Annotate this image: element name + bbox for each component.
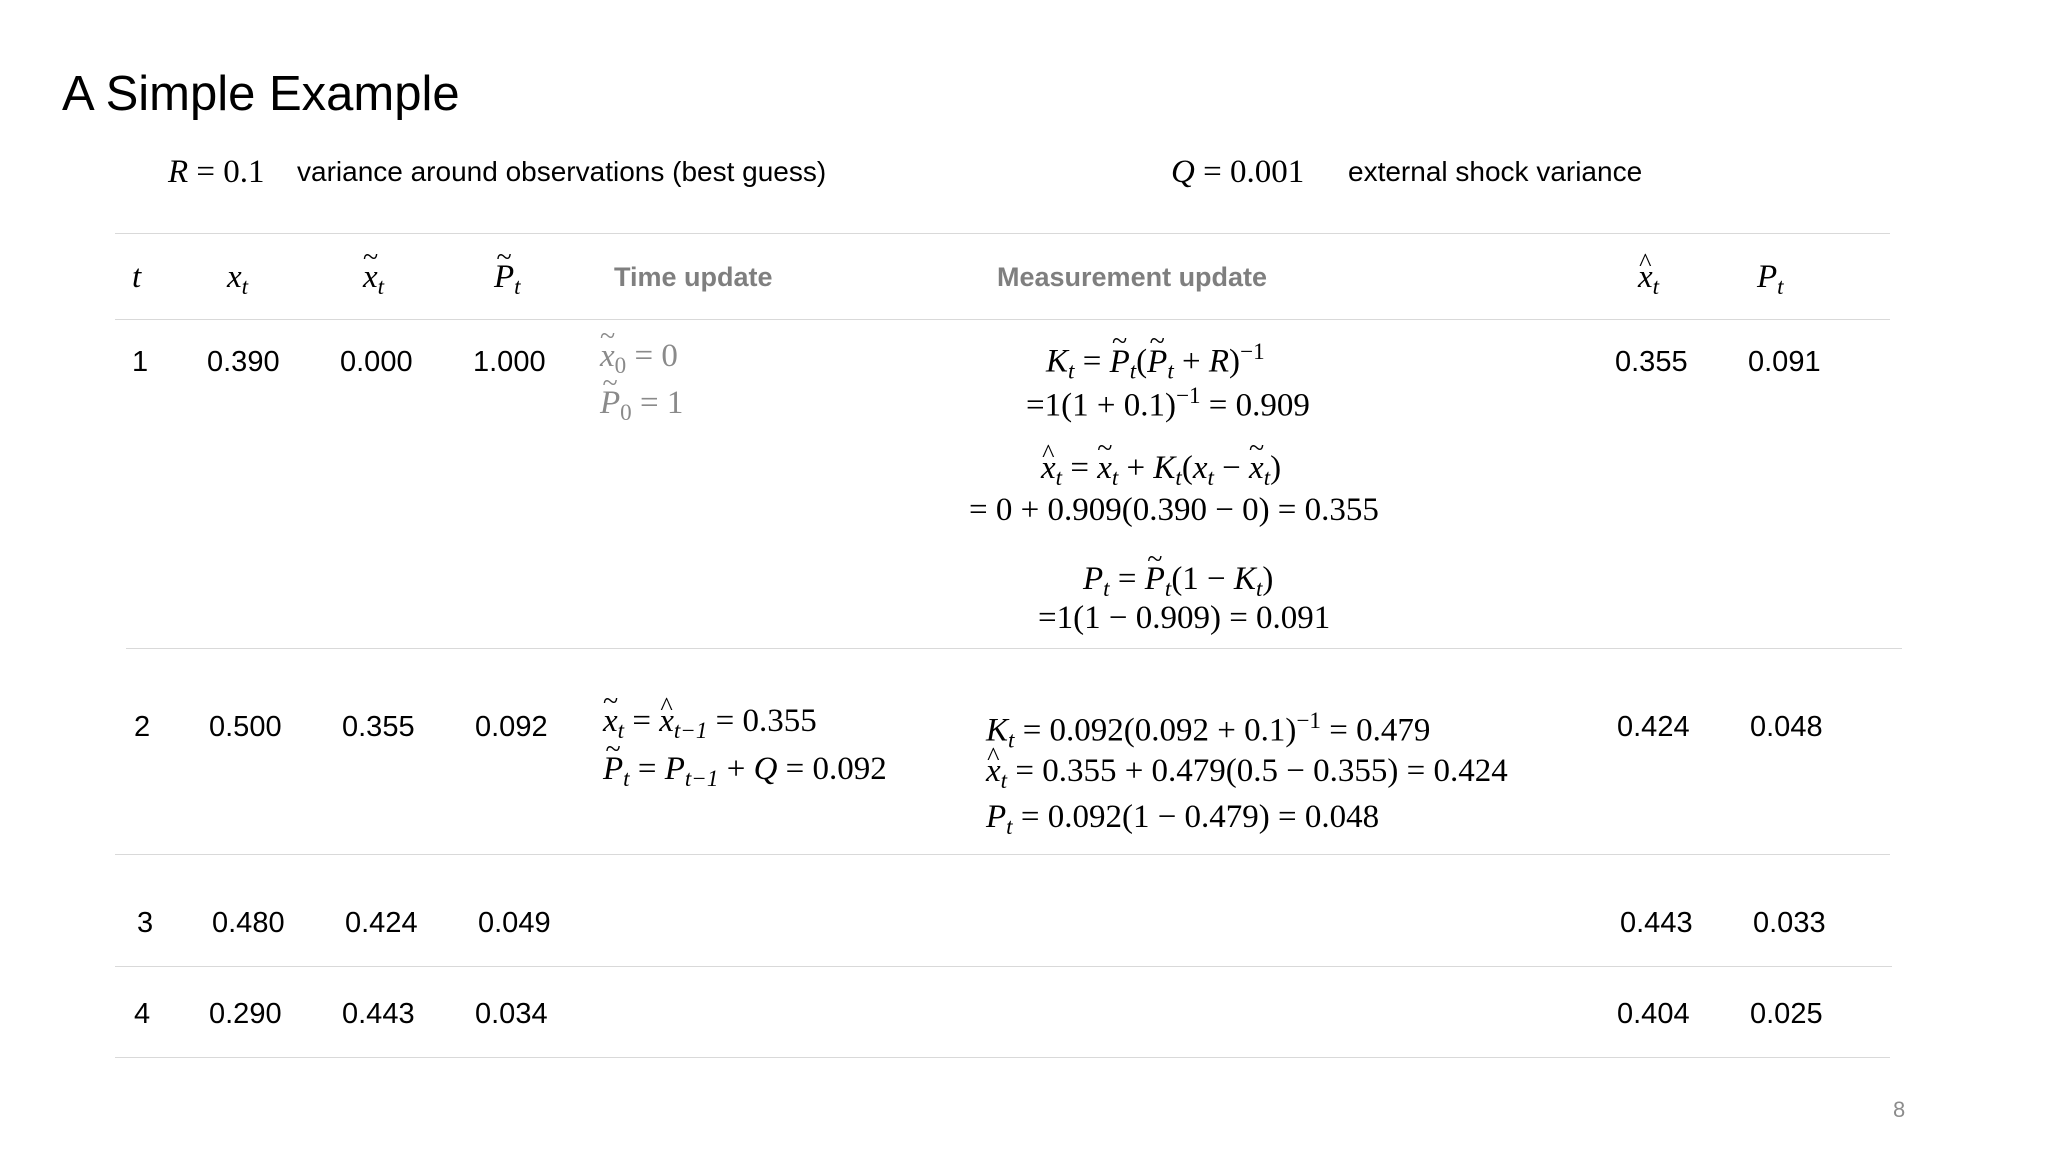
row2-ptilde: 0.092	[475, 711, 548, 743]
header-measurement-update: Measurement update	[997, 262, 1268, 292]
row2-tu-ptilde: ~ $P_t = P_{t-1} + Q = 0.092$	[603, 751, 887, 792]
header-xtilde: ~ $x_t$	[363, 259, 384, 300]
row2-p: 0.048	[1750, 711, 1823, 743]
row2-k-calc-base: = 0.092(0.092 + 0.1)	[1022, 712, 1297, 749]
row3-p: 0.033	[1753, 907, 1826, 939]
row2-rule	[115, 854, 1890, 855]
row1-t: 1	[132, 346, 149, 378]
row1-rule	[126, 648, 1902, 649]
row1-xtilde: 0.000	[340, 346, 413, 378]
row1-p-formula: $P_t$ = ~ $P_t(1 - K_t)$	[1083, 561, 1273, 602]
row2-t: 2	[134, 711, 151, 743]
row1-xhat: 0.355	[1615, 346, 1688, 378]
r-parameter: R = 0.1	[168, 154, 265, 190]
row1-tu-ptilde0: ~ $P_0 = 1$	[600, 385, 683, 426]
row2-xtilde: 0.355	[342, 711, 415, 743]
header-p: $P_t$	[1757, 259, 1784, 299]
r-description: variance around observations (best guess)	[297, 156, 827, 187]
row2-k-calc-result: = 0.479	[1320, 712, 1431, 749]
q-parameter: Q = 0.001	[1171, 154, 1305, 190]
row1-p: 0.091	[1748, 346, 1821, 378]
row1-p-calc: =1(1 − 0.909) = 0.091	[1038, 600, 1331, 636]
row1-xhat-calc: = 0 + 0.909(0.390 − 0) = 0.355	[969, 492, 1379, 528]
header-t: t	[132, 259, 142, 295]
row2-k-calc-exp: −1	[1296, 707, 1321, 733]
slide-title: A Simple Example	[62, 67, 460, 121]
row2-xhat: 0.424	[1617, 711, 1690, 743]
row2-tu-p-value: = 0.092	[785, 751, 887, 787]
page-number: 8	[1893, 1097, 1906, 1122]
q-value: 0.001	[1229, 154, 1305, 190]
row4-xhat: 0.404	[1617, 998, 1690, 1030]
row4-t: 4	[134, 998, 151, 1030]
row1-tu-xtilde0: ~ $x_0 = 0$	[600, 338, 678, 379]
row1-x: 0.390	[207, 346, 280, 378]
row2-tu-xtilde: ~ $x_t$ = ^ $x_{t-1} = 0.355$	[603, 703, 817, 744]
row1-tu-p0-value: 1	[666, 385, 684, 421]
row2-tu-x-value: = 0.355	[715, 703, 817, 739]
header-rule	[115, 319, 1890, 320]
header-time-update: Time update	[614, 262, 773, 292]
row2-xhat-calc: ^ $x_t = 0.355 + 0.479(0.5 - 0.355) = 0.424$	[986, 753, 1508, 794]
r-value: 0.1	[223, 154, 265, 190]
table-bottom-rule	[115, 1057, 1890, 1058]
row2-p-calc-value: = 0.092(1 − 0.479) = 0.048	[1020, 799, 1380, 835]
row3-t: 3	[137, 907, 154, 939]
table-top-rule	[115, 233, 1890, 234]
row2-x: 0.500	[209, 711, 282, 743]
row2-xhat-calc-value: = 0.355 + 0.479(0.5 − 0.355) = 0.424	[1015, 753, 1508, 789]
header-xhat: ^ $x_t$	[1638, 259, 1659, 300]
row1-tu-x0-value: 0	[661, 338, 678, 374]
row4-x: 0.290	[209, 998, 282, 1030]
row3-xhat: 0.443	[1620, 907, 1693, 939]
row2-p-calc: $P_t = 0.092(1 - 0.479) = 0.048$	[986, 799, 1380, 839]
row3-xtilde: 0.424	[345, 907, 418, 939]
header-x: $x_t$	[227, 259, 249, 299]
row4-p: 0.025	[1750, 998, 1823, 1030]
row1-k-calc-base: =1(1 + 0.1)	[1026, 387, 1176, 424]
row2-k-calc: $K_t = 0.092(0.092 + 0.1)^{-1} = 0.479$	[986, 707, 1431, 753]
row3-x: 0.480	[212, 907, 285, 939]
row4-xtilde: 0.443	[342, 998, 415, 1030]
row1-k-calc	[1026, 382, 1310, 425]
row1-k-calc-result: = 0.909	[1200, 387, 1310, 424]
row1-k-calc-exp: −1	[1175, 382, 1201, 408]
row1-xhat-formula: ^ $x_t$ = ~ $x_t + K_t(x_t$ − ~ $x_t$)	[1041, 450, 1281, 491]
row1-ptilde: 1.000	[473, 346, 546, 378]
row1-k-formula: $K_t$ = ~ $P_t(\sim$ $P_t + R)^{-1}$	[1046, 338, 1265, 385]
row3-ptilde: 0.049	[478, 907, 551, 939]
row4-ptilde: 0.034	[475, 998, 548, 1030]
q-description: external shock variance	[1348, 156, 1643, 187]
header-ptilde: ~ $P_t$	[494, 259, 521, 300]
row3-rule	[115, 966, 1892, 967]
